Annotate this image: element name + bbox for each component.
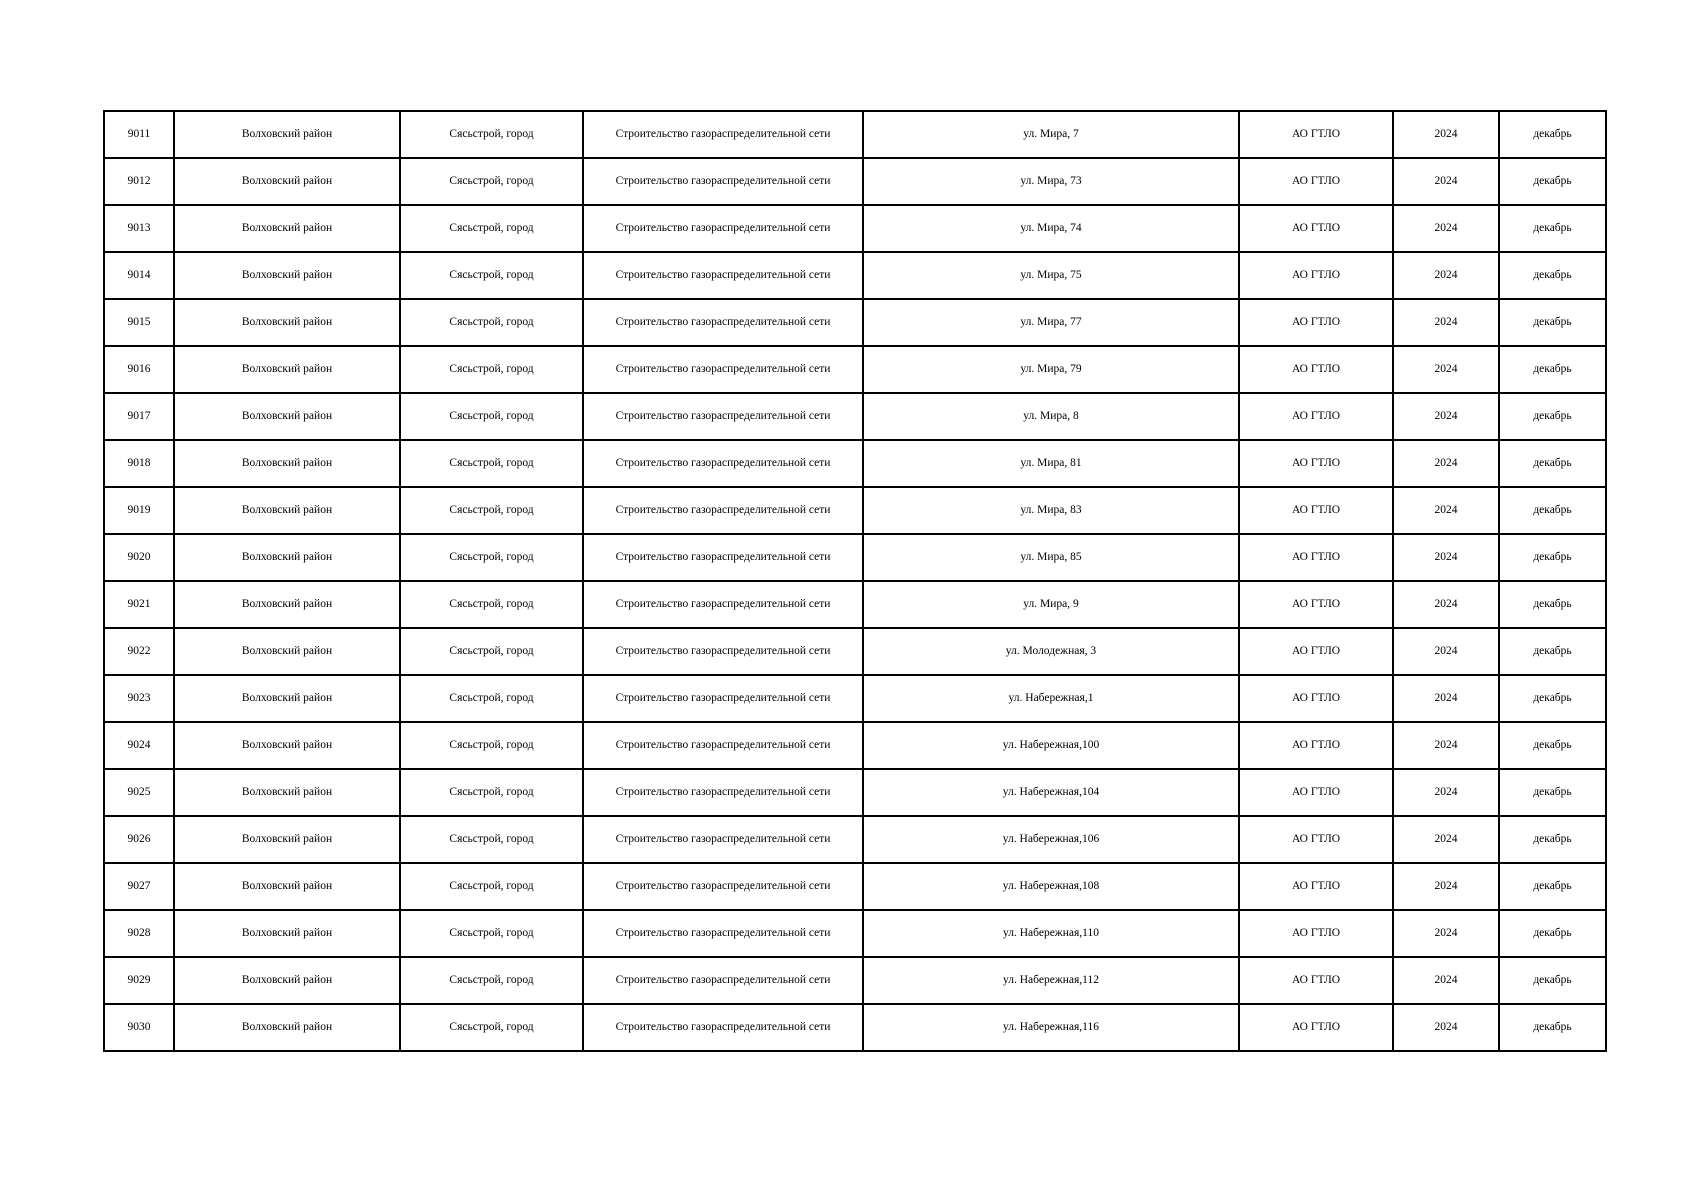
- cell-year: 2024: [1393, 910, 1499, 957]
- cell-month: декабрь: [1499, 1004, 1606, 1051]
- cell-work-type: Строительство газораспределительной сети: [583, 487, 863, 534]
- table-row: [104, 769, 1606, 816]
- cell-work-type: Строительство газораспределительной сети: [583, 393, 863, 440]
- table-row: [104, 111, 1606, 158]
- cell-work-type: Строительство газораспределительной сети: [583, 581, 863, 628]
- cell-settlement: Сясьстрой, город: [400, 957, 583, 1004]
- cell-district: Волховский район: [174, 158, 400, 205]
- cell-organization: АО ГТЛО: [1239, 534, 1393, 581]
- cell-settlement: Сясьстрой, город: [400, 581, 583, 628]
- cell-row-number: 9021: [104, 581, 174, 628]
- cell-organization: АО ГТЛО: [1239, 722, 1393, 769]
- table-row: [104, 1004, 1606, 1051]
- cell-organization: АО ГТЛО: [1239, 299, 1393, 346]
- cell-district: Волховский район: [174, 957, 400, 1004]
- cell-month: декабрь: [1499, 534, 1606, 581]
- cell-month: декабрь: [1499, 440, 1606, 487]
- cell-work-type: Строительство газораспределительной сети: [583, 299, 863, 346]
- cell-organization: АО ГТЛО: [1239, 111, 1393, 158]
- cell-organization: АО ГТЛО: [1239, 675, 1393, 722]
- cell-district: Волховский район: [174, 252, 400, 299]
- cell-organization: АО ГТЛО: [1239, 393, 1393, 440]
- cell-district: Волховский район: [174, 675, 400, 722]
- cell-organization: АО ГТЛО: [1239, 487, 1393, 534]
- cell-district: Волховский район: [174, 299, 400, 346]
- table-row: [104, 863, 1606, 910]
- cell-row-number: 9015: [104, 299, 174, 346]
- cell-organization: АО ГТЛО: [1239, 205, 1393, 252]
- cell-district: Волховский район: [174, 393, 400, 440]
- cell-settlement: Сясьстрой, город: [400, 769, 583, 816]
- cell-organization: АО ГТЛО: [1239, 816, 1393, 863]
- cell-organization: АО ГТЛО: [1239, 158, 1393, 205]
- cell-settlement: Сясьстрой, город: [400, 393, 583, 440]
- cell-row-number: 9016: [104, 346, 174, 393]
- cell-work-type: Строительство газораспределительной сети: [583, 769, 863, 816]
- cell-year: 2024: [1393, 346, 1499, 393]
- cell-address: ул. Мира, 75: [863, 252, 1239, 299]
- cell-organization: АО ГТЛО: [1239, 440, 1393, 487]
- cell-year: 2024: [1393, 158, 1499, 205]
- table-row: [104, 205, 1606, 252]
- cell-organization: АО ГТЛО: [1239, 910, 1393, 957]
- cell-settlement: Сясьстрой, город: [400, 816, 583, 863]
- cell-district: Волховский район: [174, 440, 400, 487]
- table-row: [104, 957, 1606, 1004]
- cell-address: ул. Набережная,110: [863, 910, 1239, 957]
- cell-address: ул. Мира, 77: [863, 299, 1239, 346]
- cell-month: декабрь: [1499, 393, 1606, 440]
- cell-month: декабрь: [1499, 816, 1606, 863]
- cell-address: ул. Мира, 8: [863, 393, 1239, 440]
- cell-work-type: Строительство газораспределительной сети: [583, 628, 863, 675]
- cell-address: ул. Мира, 74: [863, 205, 1239, 252]
- cell-year: 2024: [1393, 957, 1499, 1004]
- cell-address: ул. Набережная,116: [863, 1004, 1239, 1051]
- table-row: [104, 393, 1606, 440]
- cell-district: Волховский район: [174, 863, 400, 910]
- cell-row-number: 9030: [104, 1004, 174, 1051]
- cell-row-number: 9028: [104, 910, 174, 957]
- cell-organization: АО ГТЛО: [1239, 346, 1393, 393]
- cell-month: декабрь: [1499, 957, 1606, 1004]
- cell-month: декабрь: [1499, 346, 1606, 393]
- cell-district: Волховский район: [174, 111, 400, 158]
- cell-settlement: Сясьстрой, город: [400, 205, 583, 252]
- cell-work-type: Строительство газораспределительной сети: [583, 863, 863, 910]
- cell-row-number: 9018: [104, 440, 174, 487]
- cell-work-type: Строительство газораспределительной сети: [583, 675, 863, 722]
- cell-district: Волховский район: [174, 628, 400, 675]
- cell-settlement: Сясьстрой, город: [400, 1004, 583, 1051]
- cell-district: Волховский район: [174, 205, 400, 252]
- cell-settlement: Сясьстрой, город: [400, 534, 583, 581]
- cell-address: ул. Набережная,112: [863, 957, 1239, 1004]
- cell-month: декабрь: [1499, 111, 1606, 158]
- cell-row-number: 9023: [104, 675, 174, 722]
- cell-work-type: Строительство газораспределительной сети: [583, 816, 863, 863]
- cell-address: ул. Набережная,1: [863, 675, 1239, 722]
- cell-row-number: 9017: [104, 393, 174, 440]
- cell-row-number: 9025: [104, 769, 174, 816]
- cell-month: декабрь: [1499, 487, 1606, 534]
- cell-month: декабрь: [1499, 863, 1606, 910]
- gas-network-schedule-table: [103, 110, 1607, 1052]
- cell-month: декабрь: [1499, 628, 1606, 675]
- cell-address: ул. Мира, 9: [863, 581, 1239, 628]
- cell-settlement: Сясьстрой, город: [400, 299, 583, 346]
- cell-work-type: Строительство газораспределительной сети: [583, 252, 863, 299]
- cell-row-number: 9022: [104, 628, 174, 675]
- cell-work-type: Строительство газораспределительной сети: [583, 205, 863, 252]
- cell-address: ул. Мира, 81: [863, 440, 1239, 487]
- cell-district: Волховский район: [174, 487, 400, 534]
- cell-year: 2024: [1393, 111, 1499, 158]
- cell-organization: АО ГТЛО: [1239, 957, 1393, 1004]
- cell-organization: АО ГТЛО: [1239, 863, 1393, 910]
- table-row: [104, 816, 1606, 863]
- cell-settlement: Сясьстрой, город: [400, 111, 583, 158]
- cell-settlement: Сясьстрой, город: [400, 863, 583, 910]
- cell-year: 2024: [1393, 816, 1499, 863]
- cell-settlement: Сясьстрой, город: [400, 722, 583, 769]
- cell-address: ул. Мира, 73: [863, 158, 1239, 205]
- cell-month: декабрь: [1499, 910, 1606, 957]
- table-body: [104, 111, 1606, 1051]
- cell-year: 2024: [1393, 299, 1499, 346]
- table-row: [104, 675, 1606, 722]
- table-row: [104, 158, 1606, 205]
- cell-settlement: Сясьстрой, город: [400, 252, 583, 299]
- cell-row-number: 9013: [104, 205, 174, 252]
- cell-district: Волховский район: [174, 769, 400, 816]
- cell-work-type: Строительство газораспределительной сети: [583, 111, 863, 158]
- cell-year: 2024: [1393, 581, 1499, 628]
- cell-address: ул. Мира, 79: [863, 346, 1239, 393]
- cell-year: 2024: [1393, 722, 1499, 769]
- cell-row-number: 9027: [104, 863, 174, 910]
- cell-settlement: Сясьстрой, город: [400, 158, 583, 205]
- cell-district: Волховский район: [174, 722, 400, 769]
- table-row: [104, 487, 1606, 534]
- cell-month: декабрь: [1499, 769, 1606, 816]
- cell-work-type: Строительство газораспределительной сети: [583, 158, 863, 205]
- cell-year: 2024: [1393, 534, 1499, 581]
- cell-settlement: Сясьстрой, город: [400, 628, 583, 675]
- cell-address: ул. Мира, 7: [863, 111, 1239, 158]
- cell-address: ул. Набережная,100: [863, 722, 1239, 769]
- cell-address: ул. Молодежная, 3: [863, 628, 1239, 675]
- cell-work-type: Строительство газораспределительной сети: [583, 957, 863, 1004]
- cell-work-type: Строительство газораспределительной сети: [583, 534, 863, 581]
- cell-address: ул. Набережная,108: [863, 863, 1239, 910]
- cell-address: ул. Мира, 83: [863, 487, 1239, 534]
- cell-work-type: Строительство газораспределительной сети: [583, 1004, 863, 1051]
- cell-organization: АО ГТЛО: [1239, 769, 1393, 816]
- cell-month: декабрь: [1499, 299, 1606, 346]
- cell-organization: АО ГТЛО: [1239, 252, 1393, 299]
- cell-row-number: 9020: [104, 534, 174, 581]
- cell-month: декабрь: [1499, 205, 1606, 252]
- cell-year: 2024: [1393, 769, 1499, 816]
- cell-year: 2024: [1393, 393, 1499, 440]
- cell-month: декабрь: [1499, 675, 1606, 722]
- table-row: [104, 440, 1606, 487]
- cell-work-type: Строительство газораспределительной сети: [583, 346, 863, 393]
- cell-row-number: 9014: [104, 252, 174, 299]
- table-row: [104, 581, 1606, 628]
- cell-district: Волховский район: [174, 346, 400, 393]
- cell-month: декабрь: [1499, 722, 1606, 769]
- table-row: [104, 628, 1606, 675]
- cell-address: ул. Набережная,104: [863, 769, 1239, 816]
- cell-work-type: Строительство газораспределительной сети: [583, 910, 863, 957]
- table-row: [104, 910, 1606, 957]
- cell-organization: АО ГТЛО: [1239, 1004, 1393, 1051]
- cell-year: 2024: [1393, 863, 1499, 910]
- cell-row-number: 9011: [104, 111, 174, 158]
- cell-year: 2024: [1393, 205, 1499, 252]
- cell-year: 2024: [1393, 440, 1499, 487]
- cell-address: ул. Мира, 85: [863, 534, 1239, 581]
- cell-settlement: Сясьстрой, город: [400, 346, 583, 393]
- cell-row-number: 9019: [104, 487, 174, 534]
- table-row: [104, 534, 1606, 581]
- cell-row-number: 9024: [104, 722, 174, 769]
- cell-row-number: 9026: [104, 816, 174, 863]
- cell-year: 2024: [1393, 1004, 1499, 1051]
- table-row: [104, 299, 1606, 346]
- cell-district: Волховский район: [174, 581, 400, 628]
- cell-month: декабрь: [1499, 581, 1606, 628]
- cell-row-number: 9012: [104, 158, 174, 205]
- cell-organization: АО ГТЛО: [1239, 581, 1393, 628]
- cell-settlement: Сясьстрой, город: [400, 440, 583, 487]
- table-row: [104, 722, 1606, 769]
- cell-year: 2024: [1393, 628, 1499, 675]
- cell-district: Волховский район: [174, 910, 400, 957]
- table-row: [104, 252, 1606, 299]
- cell-month: декабрь: [1499, 252, 1606, 299]
- cell-year: 2024: [1393, 675, 1499, 722]
- cell-year: 2024: [1393, 252, 1499, 299]
- cell-month: декабрь: [1499, 158, 1606, 205]
- cell-district: Волховский район: [174, 816, 400, 863]
- cell-row-number: 9029: [104, 957, 174, 1004]
- table-row: [104, 346, 1606, 393]
- cell-settlement: Сясьстрой, город: [400, 910, 583, 957]
- cell-address: ул. Набережная,106: [863, 816, 1239, 863]
- cell-district: Волховский район: [174, 1004, 400, 1051]
- cell-settlement: Сясьстрой, город: [400, 487, 583, 534]
- cell-work-type: Строительство газораспределительной сети: [583, 722, 863, 769]
- cell-settlement: Сясьстрой, город: [400, 675, 583, 722]
- cell-organization: АО ГТЛО: [1239, 628, 1393, 675]
- cell-district: Волховский район: [174, 534, 400, 581]
- cell-work-type: Строительство газораспределительной сети: [583, 440, 863, 487]
- cell-year: 2024: [1393, 487, 1499, 534]
